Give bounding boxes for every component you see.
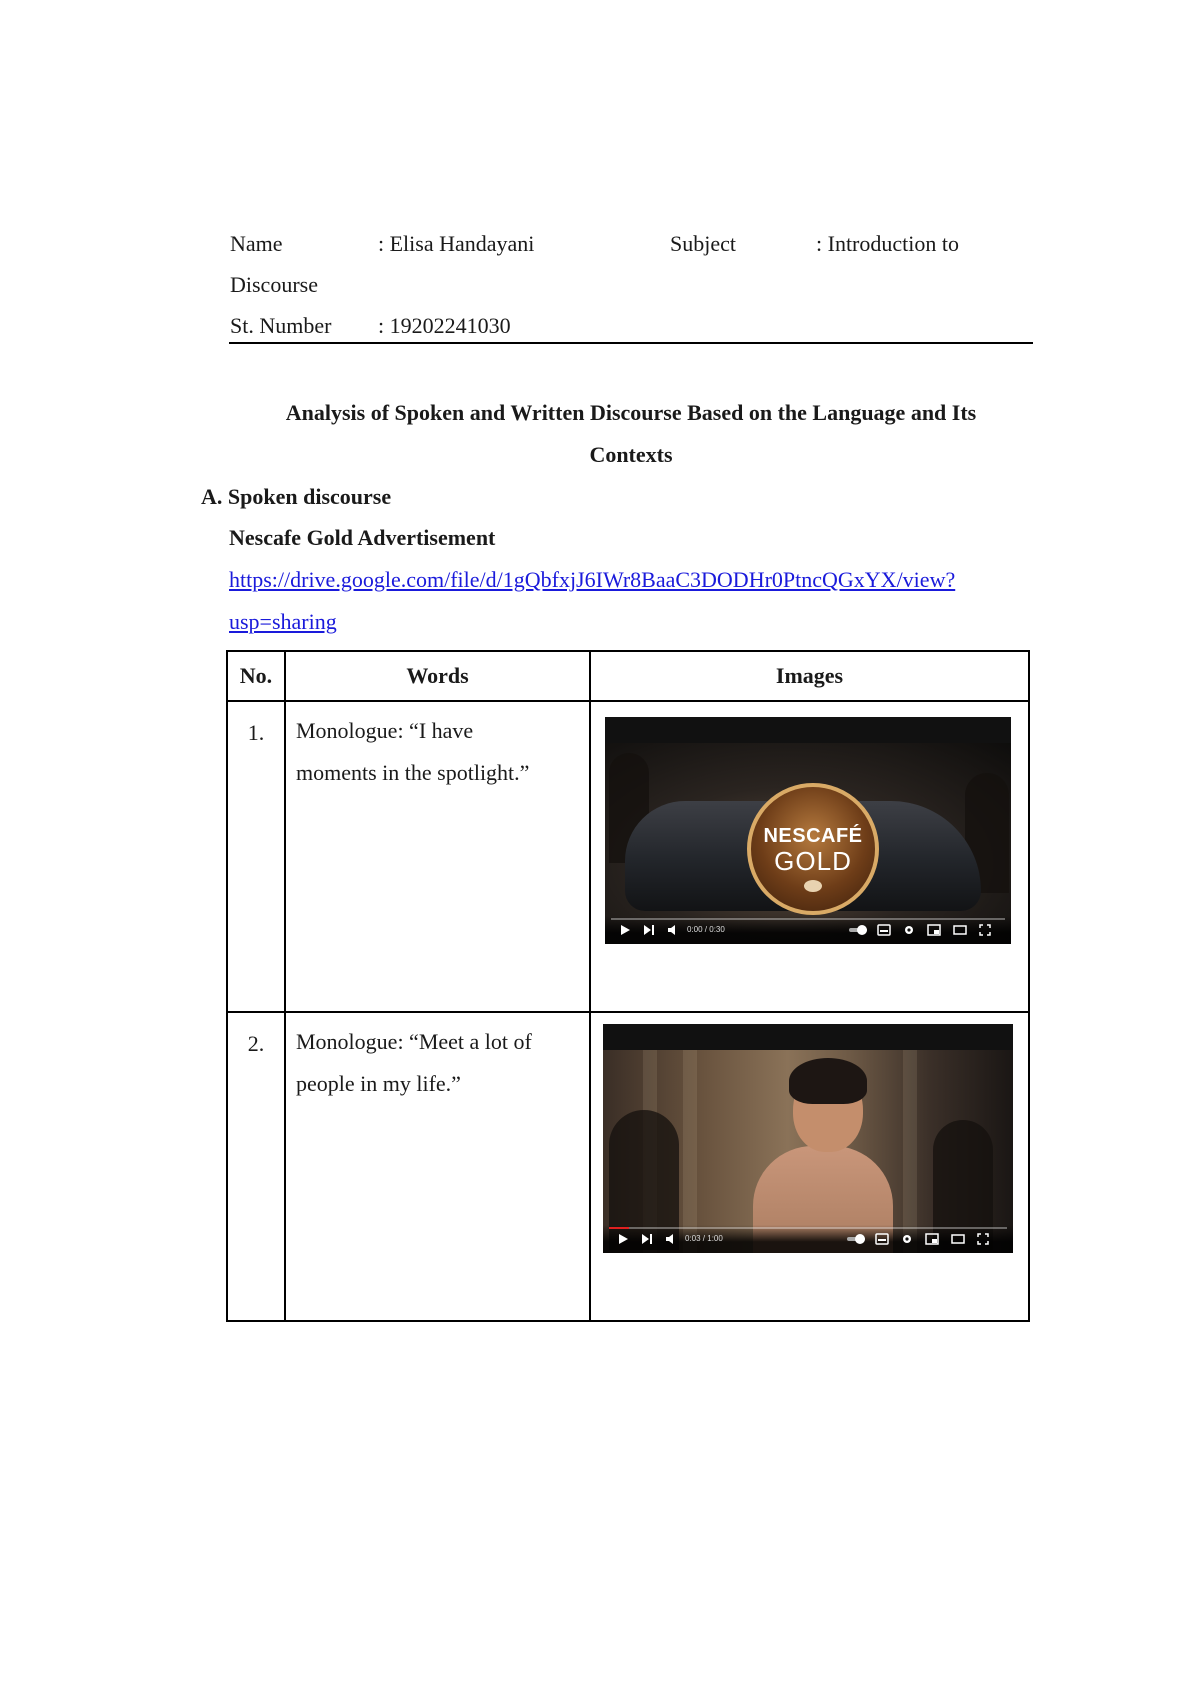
miniplayer-icon[interactable]: [925, 1233, 939, 1245]
play-icon[interactable]: [617, 1233, 629, 1245]
row-words: [285, 701, 590, 1012]
fullscreen-icon[interactable]: [977, 1233, 989, 1245]
monologue-line: Monologue: “Meet a lot of: [296, 1029, 532, 1054]
monologue-line: people in my life.”: [296, 1071, 461, 1096]
subject-value-continued: Discourse: [230, 272, 318, 297]
next-icon[interactable]: [643, 924, 655, 936]
subtitles-icon[interactable]: [877, 924, 891, 936]
fullscreen-icon[interactable]: [979, 924, 991, 936]
progress-fill: [609, 1227, 629, 1229]
monologue-line: Monologue: “I have: [296, 718, 474, 743]
autoplay-toggle-icon[interactable]: [849, 924, 869, 936]
video-screenshot: [605, 717, 1011, 944]
section-heading: A. Spoken discourse: [201, 484, 392, 509]
curtain-fold: [903, 1050, 917, 1253]
video-controls: [605, 916, 1011, 944]
video-frame: [605, 743, 1011, 944]
student-number-label: St. Number: [230, 313, 332, 338]
table-header-row: [227, 651, 1029, 701]
student-info-header: [230, 230, 1032, 340]
header-no: No.: [227, 651, 285, 701]
table-row: [227, 701, 1029, 1012]
theater-mode-icon[interactable]: [953, 924, 967, 936]
table-row: [227, 1012, 1029, 1321]
subtitles-icon[interactable]: [875, 1233, 889, 1245]
analysis-table: [226, 650, 1030, 1322]
video-screenshot: [603, 1024, 1013, 1253]
settings-gear-icon[interactable]: [903, 924, 915, 936]
curtain-fold: [683, 1050, 697, 1253]
volume-icon[interactable]: [667, 924, 679, 936]
header-images: Images: [590, 651, 1029, 701]
nescafe-gold-logo: [747, 783, 879, 915]
video-progress-bar[interactable]: [611, 918, 1005, 920]
video-frame: [603, 1050, 1013, 1253]
video-progress-bar[interactable]: [609, 1227, 1007, 1229]
volume-icon[interactable]: [665, 1233, 677, 1245]
student-number-value: : 19202241030: [378, 313, 511, 338]
miniplayer-icon[interactable]: [927, 924, 941, 936]
header-words: Words: [285, 651, 590, 701]
video-time: 0:03 / 1:00: [685, 1234, 723, 1243]
row-number: 2.: [227, 1012, 285, 1321]
logo-gold-text: GOLD: [774, 846, 852, 876]
autoplay-toggle-icon[interactable]: [847, 1233, 867, 1245]
theater-mode-icon[interactable]: [951, 1233, 965, 1245]
row-image-cell: [590, 701, 1029, 1012]
play-icon[interactable]: [619, 924, 631, 936]
video-link-line-1[interactable]: https://drive.google.com/file/d/1gQbfxjJ6IWr8BaaC3DODHr0PtncQGxYX/view?: [229, 567, 956, 592]
video-controls: [603, 1225, 1013, 1253]
subject-value: : Introduction to: [816, 231, 959, 256]
logo-brand-text: NESCAFÉ: [763, 825, 863, 847]
settings-gear-icon[interactable]: [901, 1233, 913, 1245]
row-image-cell: [590, 1012, 1029, 1321]
next-icon[interactable]: [641, 1233, 653, 1245]
woman-hair: [789, 1058, 867, 1104]
document-title-line-1: Analysis of Spoken and Written Discourse Based on the Language and Its: [285, 400, 977, 425]
document-title-line-2: Contexts: [589, 442, 673, 467]
row-words: [285, 1012, 590, 1321]
row-number: 1.: [227, 701, 285, 1012]
subject-label: Subject: [670, 231, 736, 256]
name-value: : Elisa Handayani: [378, 231, 535, 256]
header-divider: [229, 342, 1033, 344]
advertisement-heading: Nescafe Gold Advertisement: [229, 525, 496, 550]
name-label: Name: [230, 231, 283, 256]
video-link-line-2[interactable]: usp=sharing: [229, 609, 337, 634]
coffee-bean-icon: [804, 880, 822, 892]
monologue-line: moments in the spotlight.”: [296, 760, 530, 785]
video-time: 0:00 / 0:30: [687, 925, 725, 934]
